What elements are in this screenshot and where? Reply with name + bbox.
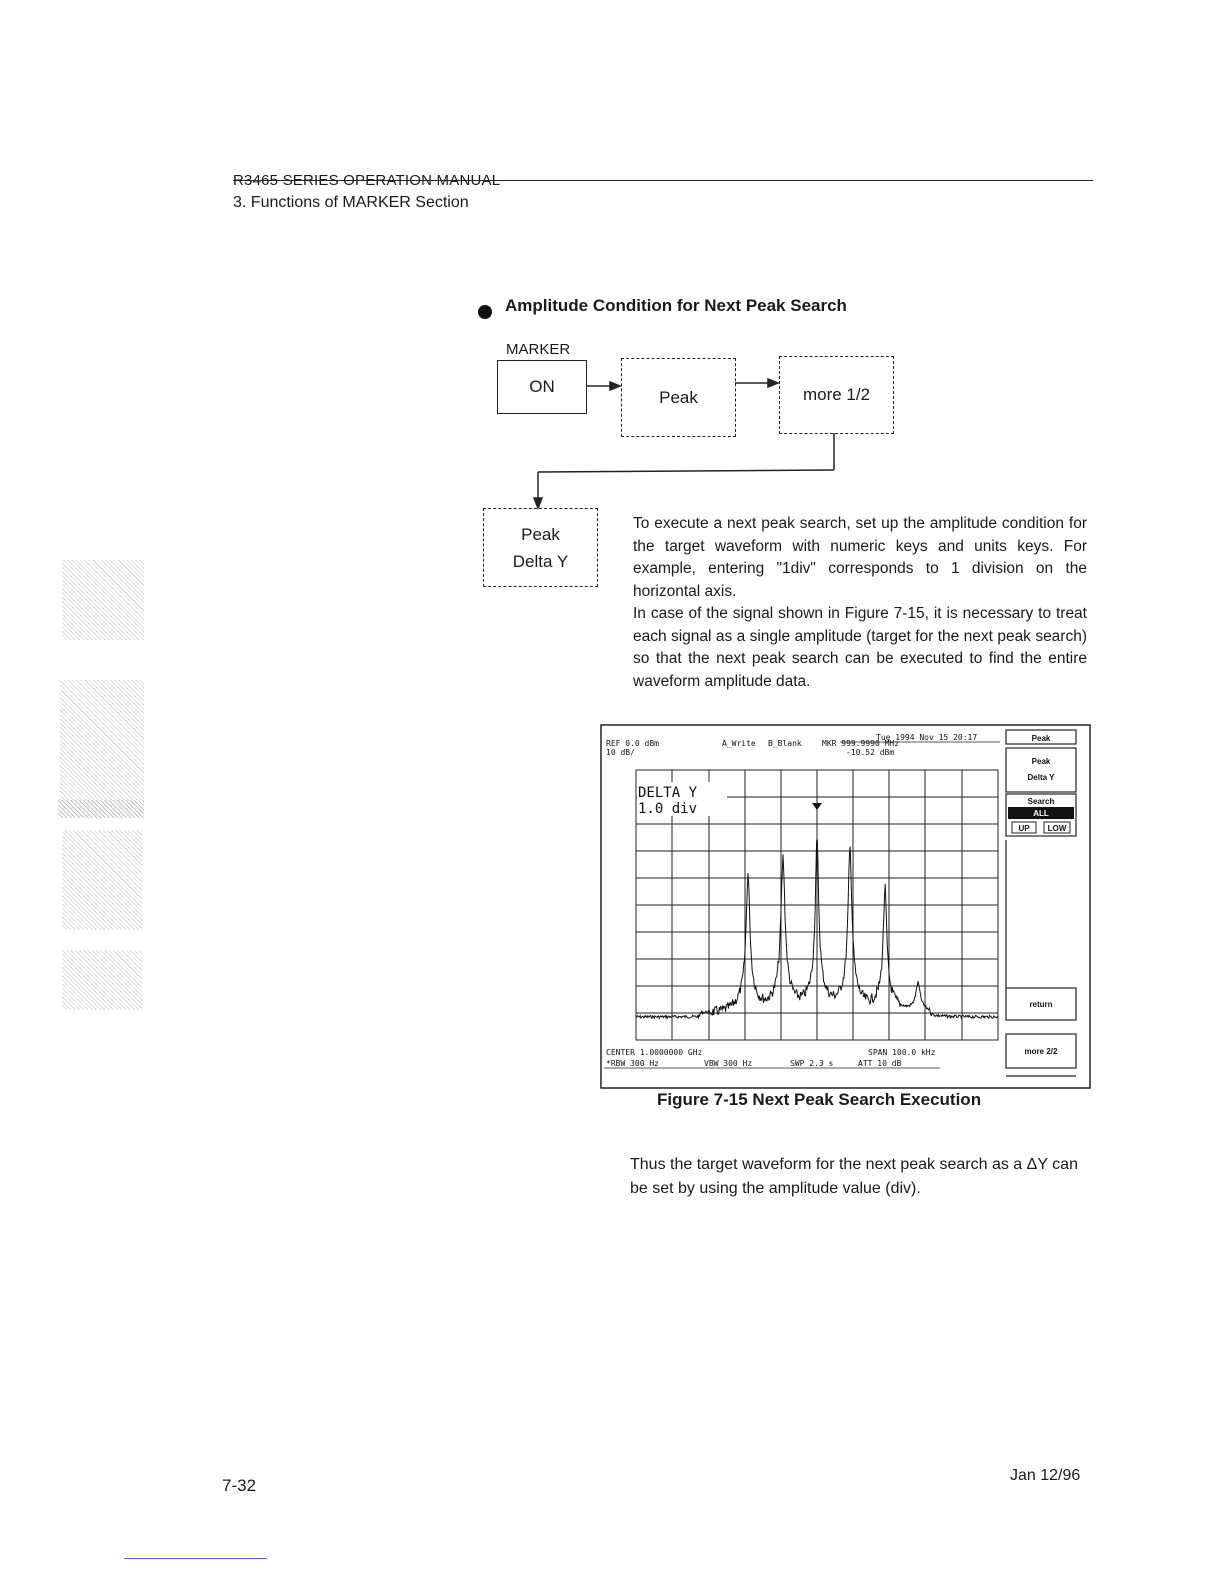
- softkey-more-label: more 2/2: [1024, 1047, 1058, 1056]
- softkey-up-label: UP: [1018, 824, 1030, 833]
- marker-panel-label: MARKER: [506, 341, 571, 358]
- softkey-low-label: LOW: [1047, 824, 1067, 833]
- scan-noise: [60, 680, 144, 800]
- center-frequency: CENTER 1.0000000 GHz: [606, 1048, 703, 1057]
- connector-across: [538, 470, 834, 472]
- softkey-all-label: ALL: [1033, 809, 1049, 818]
- scan-noise: [58, 800, 144, 818]
- delta-y-value: 1.0 div: [638, 801, 698, 817]
- softkey-return-label: return: [1029, 1000, 1053, 1009]
- footer-rule: [124, 1558, 267, 1559]
- page-number: 7-32: [222, 1476, 257, 1495]
- body-paragraph: [633, 513, 1087, 693]
- closing-paragraph: Thus the target waveform for the next peak search as a ΔY can be set by using the amplitude value (div).: [630, 1156, 1078, 1197]
- section-heading: 3. Functions of MARKER Section: [233, 194, 469, 211]
- marker-level: -10.52 dBm: [846, 748, 895, 757]
- screen-timestamp: Tue 1994 Nov 15 20:17: [876, 733, 978, 742]
- softkey-title: Peak: [1031, 734, 1051, 743]
- figure-caption: Figure 7-15 Next Peak Search Execution: [657, 1090, 982, 1109]
- subsection-title: Amplitude Condition for Next Peak Search: [505, 296, 847, 315]
- revision-date: Jan 12/96: [1010, 1467, 1081, 1484]
- peak-delta-line1: Peak: [521, 524, 560, 544]
- softkey-peak-delta-y-line2: Delta Y: [1027, 773, 1055, 782]
- paragraph-1: To execute a next peak search, set up the amplitude condition for the target waveform with numeric keys and units keys. For example, entering "1div" corresponds to 1 division on the horizontal axis.: [633, 515, 1087, 600]
- paragraph-2: In case of the signal shown in Figure 7-15, it is necessary to treat each signal as a single amplitude (target for the next peak search) so that the next peak search can be executed to find the entire waveform amplitude data.: [633, 605, 1087, 690]
- manual-title: R3465 SERIES OPERATION MANUAL: [233, 172, 501, 189]
- more-softkey[interactable]: more 1/2: [779, 356, 894, 434]
- vbw: VBW 300 Hz: [704, 1059, 753, 1068]
- softkey-search-label: Search: [1027, 797, 1055, 806]
- marker-frequency: MKR 999.9990 MHz: [822, 739, 900, 748]
- span: SPAN 100.0 kHz: [868, 1048, 936, 1057]
- trace-b-mode: B_Blank: [768, 739, 802, 748]
- analyzer-screen: [600, 724, 1092, 1090]
- softkey-peak-delta-y: [1006, 748, 1076, 792]
- arrowhead-icon: [610, 382, 620, 390]
- rbw: *RBW 300 Hz: [606, 1059, 659, 1068]
- peak-softkey[interactable]: Peak: [621, 358, 736, 437]
- softkey-peak-delta-y-line1: Peak: [1031, 757, 1051, 766]
- on-key[interactable]: ON: [497, 360, 587, 414]
- scan-noise: [62, 950, 142, 1010]
- peak-delta-line2: Delta Y: [512, 551, 569, 571]
- attenuation: ATT 10 dB: [858, 1059, 902, 1068]
- sweep-time: SWP 2.3 s: [790, 1059, 834, 1068]
- flow-connectors: [0, 0, 1224, 600]
- scan-noise: [62, 830, 142, 930]
- scale-label: 10 dB/: [606, 748, 635, 757]
- arrowhead-icon: [534, 498, 542, 508]
- arrowhead-icon: [768, 379, 778, 387]
- delta-y-label: DELTA Y: [638, 785, 698, 801]
- ref-level: REF 0.0 dBm: [606, 739, 659, 748]
- trace-a-mode: A_Write: [722, 739, 756, 748]
